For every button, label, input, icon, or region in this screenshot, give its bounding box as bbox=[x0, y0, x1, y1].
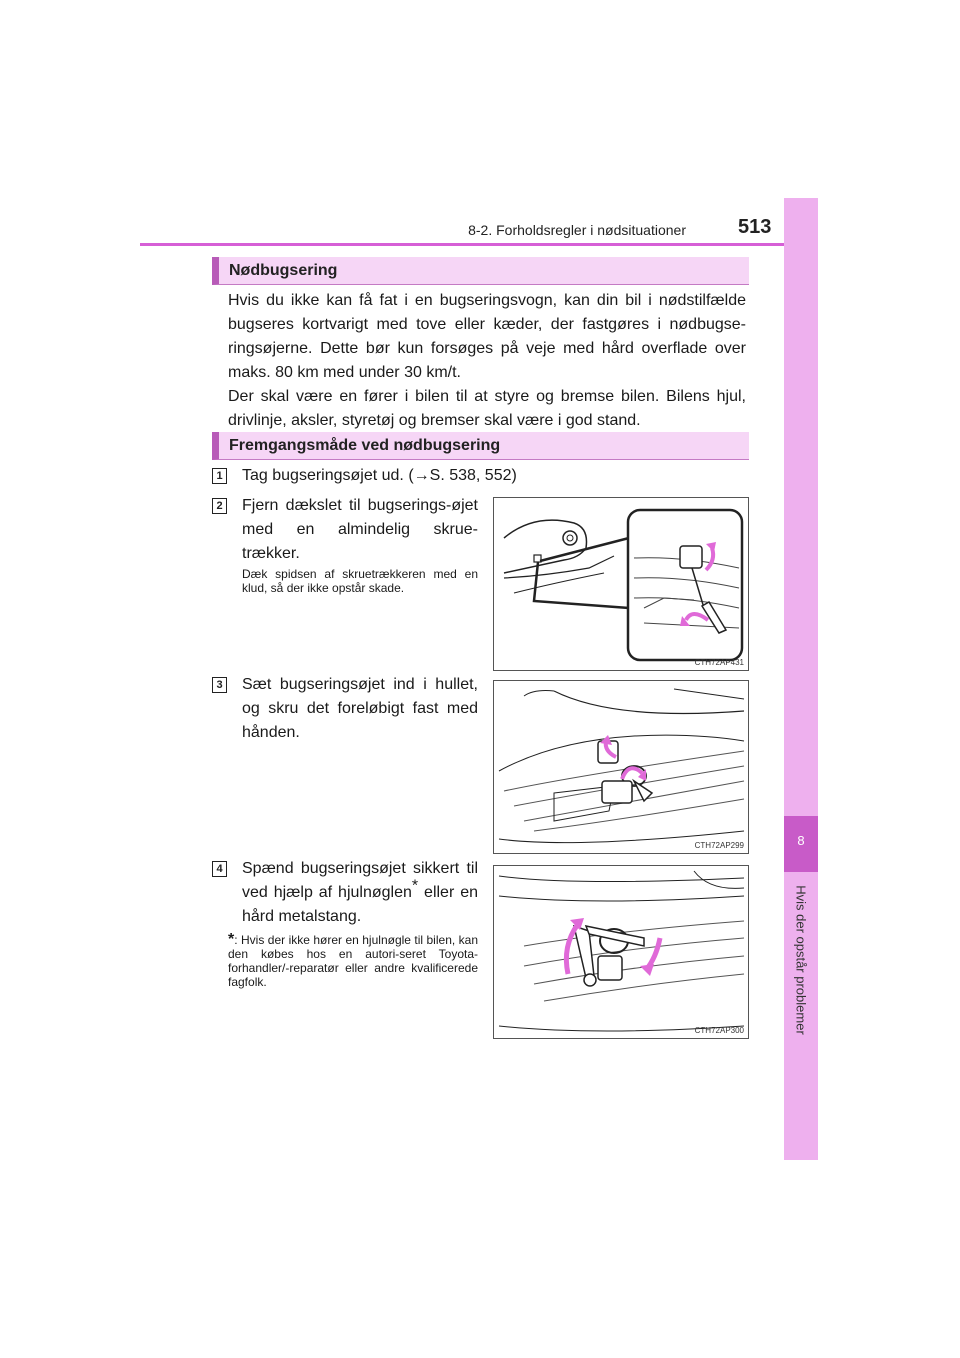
step-badge-4: 4 bbox=[212, 861, 227, 877]
step-4-text bbox=[242, 857, 478, 929]
illustration-insert-towing-eye bbox=[494, 681, 749, 854]
illustration-remove-cover bbox=[494, 498, 749, 671]
step-4-footnote bbox=[228, 933, 478, 989]
paragraph-towing-conditions: Hvis du ikke kan få fat i en bugseringsvogn, kan din bil i nødstilfælde bugseres kortvarigt med tove eller kæder, der fastgøres i nødbugse-ringsøjerne. Dette bør kun forsøges på veje med hård overflade over maks. 80 km med under 30 km/t. bbox=[228, 292, 746, 381]
chapter-number: 8 bbox=[797, 833, 805, 848]
page-number: 513 bbox=[738, 216, 772, 238]
step-4-text-part2: eller en hård metalstang. bbox=[242, 884, 479, 925]
section-title: 8-2. Forholdsregler i nødsituationer bbox=[468, 222, 686, 238]
step-2-note: Dæk spidsen af skruetrækkeren med en klud, så der ikke opstår skade. bbox=[242, 567, 478, 595]
chapter-label: Hvis der opstår problemer bbox=[793, 885, 809, 1035]
illustration-tighten-towing-eye bbox=[494, 866, 749, 1039]
step-badge-2: 2 bbox=[212, 498, 227, 514]
footnote-mark: * bbox=[228, 931, 235, 948]
step-4-text-part1: Spænd bugseringsøjet sikkert til ved hjælp af hjulnøglen bbox=[242, 860, 478, 901]
section-heading-text: Nødbugsering bbox=[229, 262, 338, 279]
figure-tighten-towing-eye bbox=[493, 865, 749, 1039]
step-1-text: Tag bugseringsøjet ud. (→S. 538, 552) bbox=[242, 467, 517, 484]
footnote-star: * bbox=[411, 877, 419, 895]
header-divider bbox=[140, 243, 818, 246]
figure-code: CTH72AP299 bbox=[694, 841, 744, 850]
step-badge-1: 1 bbox=[212, 468, 227, 484]
step-3-text: Sæt bugseringsøjet ind i hullet, og skru det foreløbigt fast med hånden. bbox=[242, 676, 478, 741]
paragraph-driver-requirement: Der skal være en fører i bilen til at styre og bremse bilen. Bilens hjul, drivlinje, aksler, styretøj og bremser skal være i god stand. bbox=[228, 388, 746, 429]
figure-remove-cover bbox=[493, 497, 749, 671]
intro-paragraph bbox=[228, 289, 746, 433]
figure-insert-towing-eye bbox=[493, 680, 749, 854]
figure-code: CTH72AP300 bbox=[694, 1026, 744, 1035]
section-heading-emergency-towing bbox=[212, 257, 749, 285]
footnote-text: : Hvis der ikke hører en hjulnøgle til bilen, kan den købes hos en autori-seret Toyota-forhandler/-reparatør eller andre kvalificerede fagfolk. bbox=[228, 933, 478, 989]
step-badge-3: 3 bbox=[212, 677, 227, 693]
section-heading-text: Fremgangsmåde ved nødbugsering bbox=[229, 437, 501, 454]
step-2-text: Fjern dækslet til bugserings-øjet med en almindelig skrue-trækker. bbox=[242, 497, 478, 562]
figure-code: CTH72AP431 bbox=[694, 658, 744, 667]
section-heading-procedure bbox=[212, 432, 749, 460]
